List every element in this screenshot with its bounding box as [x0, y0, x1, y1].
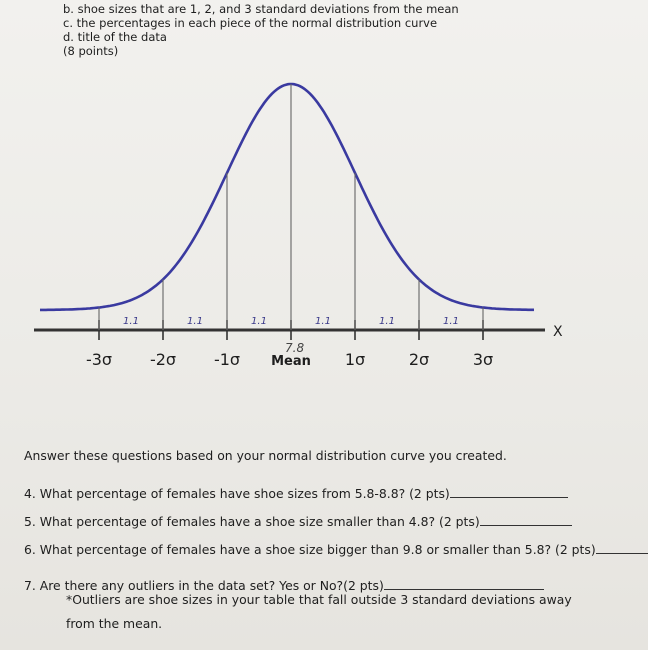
tick-label-1: -2σ — [149, 350, 177, 369]
instructions-block — [63, 2, 459, 58]
handwritten-segment-label-5: 1.1 — [443, 316, 459, 327]
tick-label-6: 3σ — [472, 350, 494, 369]
tick-label-5: 2σ — [408, 350, 430, 369]
question-4 — [24, 486, 568, 501]
instruction-d: d. title of the data — [63, 30, 167, 44]
question-4-text: 4. What percentage of females have shoe sizes from 5.8-8.8? (2 pts) — [24, 486, 450, 501]
answer-4-line[interactable] — [450, 496, 568, 498]
tick-label-3: Mean — [271, 354, 311, 369]
tick-label-4: 1σ — [344, 350, 366, 369]
question-7-text: 7. Are there any outliers in the data set? Yes or No?(2 pts) — [24, 578, 384, 593]
points-label: (8 points) — [63, 44, 119, 58]
answer-7-line[interactable] — [384, 588, 544, 590]
question-5-text: 5. What percentage of females have a shoe size smaller than 4.8? (2 pts) — [24, 514, 480, 529]
question-6-text: 6. What percentage of females have a shoe size bigger than 9.8 or smaller than 5.8? (2 pts) — [24, 542, 596, 557]
answer-5-line[interactable] — [480, 524, 572, 526]
handwritten-segment-label-4: 1.1 — [379, 316, 395, 327]
question-6 — [24, 542, 648, 557]
answer-6-line[interactable] — [596, 552, 648, 554]
handwritten-segment-label-1: 1.1 — [187, 316, 203, 327]
x-axis-end-label: X — [553, 324, 563, 340]
questions-intro: Answer these questions based on your normal distribution curve you created. — [24, 448, 507, 463]
handwritten-segment-label-0: 1.1 — [123, 316, 139, 327]
instruction-b: b. shoe sizes that are 1, 2, and 3 standard deviations from the mean — [63, 2, 459, 16]
question-5 — [24, 514, 572, 529]
normal-curve-chart — [0, 60, 648, 380]
outlier-note-line1: *Outliers are shoe sizes in your table that fall outside 3 standard deviations away — [66, 592, 572, 607]
question-7 — [24, 578, 544, 593]
tick-label-0: -3σ — [85, 350, 113, 369]
normal-curve — [40, 84, 534, 310]
handwritten-segment-label-2: 1.1 — [251, 316, 267, 327]
outlier-note-line2: from the mean. — [66, 616, 163, 631]
instruction-c: c. the percentages in each piece of the normal distribution curve — [63, 16, 438, 30]
handwritten-segment-label-3: 1.1 — [315, 316, 331, 327]
tick-label-2: -1σ — [213, 350, 241, 369]
handwritten-mean-value: 7.8 — [285, 341, 305, 355]
